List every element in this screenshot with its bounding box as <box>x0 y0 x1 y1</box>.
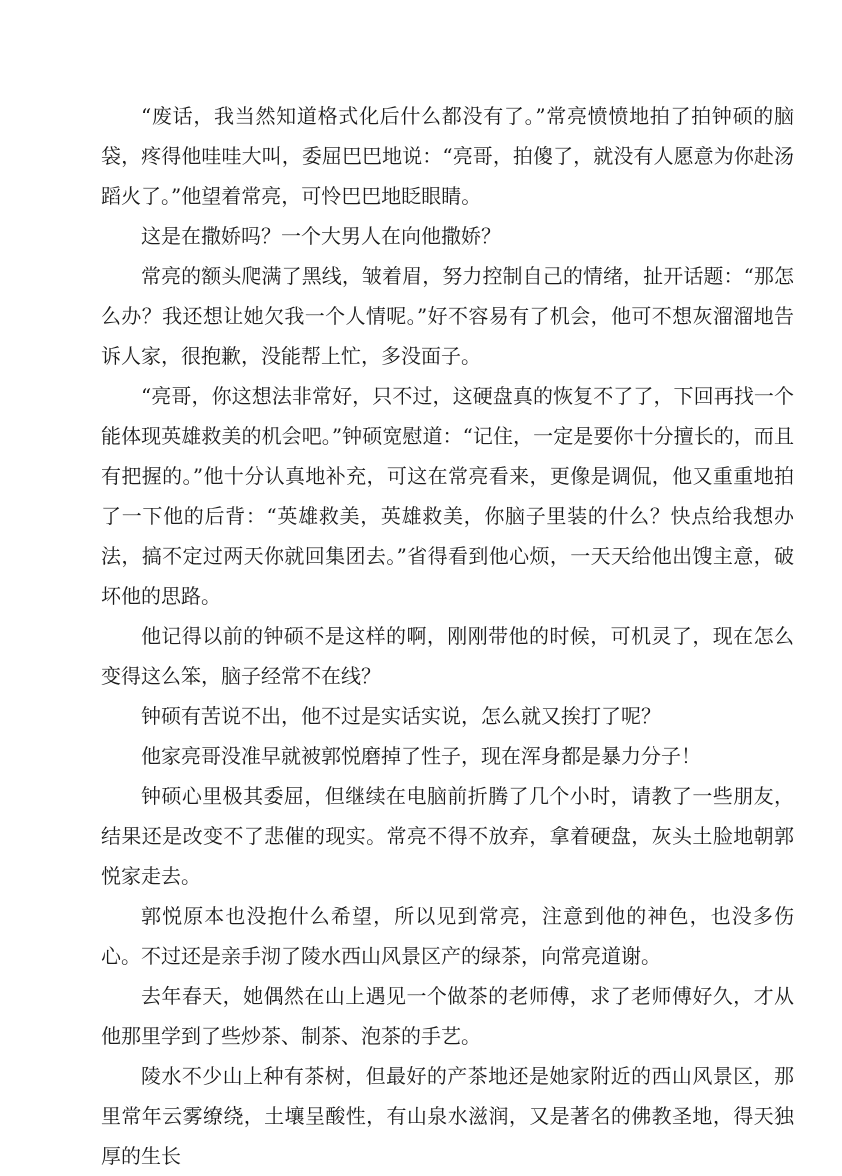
paragraph-5: 他记得以前的钟硕不是这样的啊，刚刚带他的时候，可机灵了，现在怎么变得这么笨，脑子经常不在线？ <box>101 624 794 688</box>
paragraph-2: 这是在撒娇吗？一个大男人在向他撒娇？ <box>141 224 501 248</box>
paragraph-9: 郭悦原本也没抱什么希望，所以见到常亮，注意到他的神色，也没多伤心。不过还是亲手沏了陵水西山风景区产的绿茶，向常亮道谢。 <box>101 904 794 968</box>
paragraph-7: 他家亮哥没准早就被郭悦磨掉了性子，现在浑身都是暴力分子！ <box>141 744 701 768</box>
paragraph-10: 去年春天，她偶然在山上遇见一个做茶的老师傅，求了老师傅好久，才从他那里学到了些炒茶、制茶、泡茶的手艺。 <box>101 984 794 1048</box>
paragraph-3: 常亮的额头爬满了黑线，皱着眉，努力控制自己的情绪，扯开话题：“那怎么办？我还想让她欠我一个人情呢。”好不容易有了机会，他可不想灰溜溜地告诉人家，很抱歉，没能帮上忙，多没面子。 <box>101 264 794 368</box>
paragraph-6: 钟硕有苦说不出，他不过是实话实说，怎么就又挨打了呢？ <box>141 704 661 728</box>
paragraph-1: “废话，我当然知道格式化后什么都没有了。”常亮愤愤地拍了拍钟硕的脑袋，疼得他哇哇大叫，委屈巴巴地说：“亮哥，拍傻了，就没有人愿意为你赴汤蹈火了。”他望着常亮，可怜巴巴地眨眼睛。 <box>101 104 794 208</box>
paragraph-11: 陵水不少山上种有茶树，但最好的产茶地还是她家附近的西山风景区，那里常年云雾缭绕，土壤呈酸性，有山泉水滋润，又是著名的佛教圣地，得天独厚的生长 <box>101 1064 794 1168</box>
paragraph-8: 钟硕心里极其委屈，但继续在电脑前折腾了几个小时，请教了一些朋友，结果还是改变不了悲催的现实。常亮不得不放弃，拿着硬盘，灰头土脸地朝郭悦家走去。 <box>101 784 794 888</box>
paragraph-4: “亮哥，你这想法非常好，只不过，这硬盘真的恢复不了了，下回再找一个能体现英雄救美的机会吧。”钟硕宽慰道：“记住，一定是要你十分擅长的，而且有把握的。”他十分认真地补充，可这在常亮看来，更像是调侃，他又重重地拍了一下他的后背：“英雄救美，英雄救美，你脑子里装的什么？快点给我想办法，搞不定过两天你就回集团去。”省得看到他心烦，一天天给他出馊主意，破坏他的思路。 <box>101 384 794 608</box>
body-text <box>101 96 794 1176</box>
